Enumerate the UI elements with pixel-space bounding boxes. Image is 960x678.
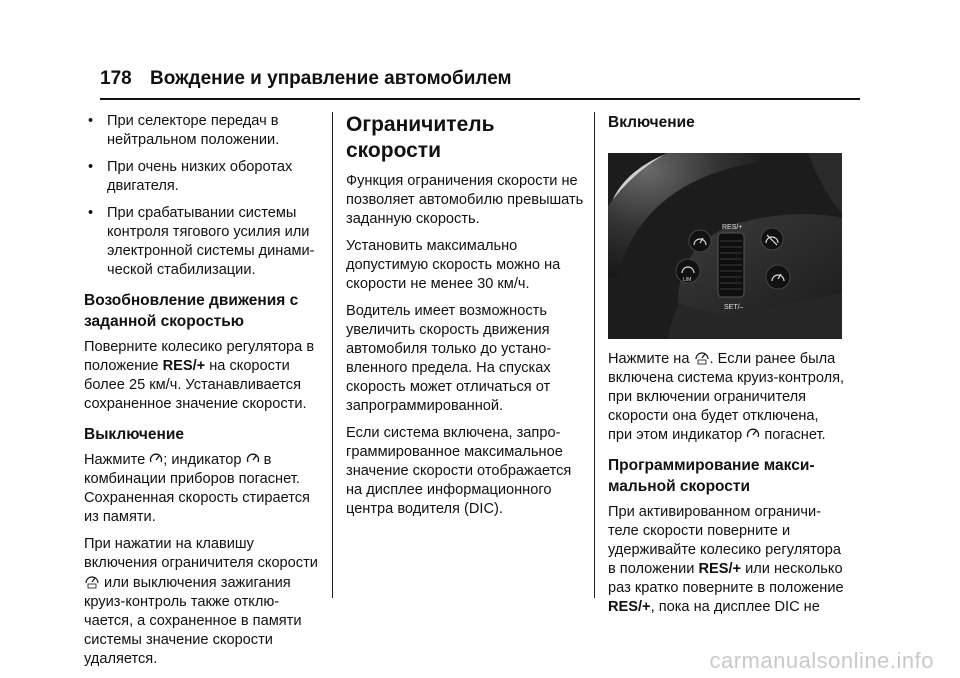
column-divider [332, 112, 333, 598]
speed-limiter-icon [84, 573, 100, 589]
section-heading-off: Выключение [84, 426, 185, 443]
text-line: нейтральном положении. [107, 132, 280, 148]
text-line: Водитель имеет возможность [346, 303, 547, 319]
text-run: . Если ранее была [709, 351, 836, 367]
speed-limiter-icon [694, 349, 710, 365]
text-run: в положении [608, 561, 699, 577]
list-item [84, 112, 324, 150]
text-line: вленного предела. На спусках [346, 360, 551, 376]
text-line: системы значение скорости [84, 632, 273, 648]
text-line: Если система включена, запро- [346, 425, 561, 441]
text-line: Сохраненная скорость стирается [84, 490, 310, 506]
cruise-indicator-icon [746, 427, 760, 441]
text-run: или выключения зажигания [100, 575, 291, 591]
text-line: центра водителя (DIC). [346, 501, 503, 517]
paragraph [346, 424, 586, 519]
text-line: Возобновление движения с [84, 292, 299, 309]
text-line: более 25 км/ч. Устанавливается [84, 377, 301, 393]
text-line: скорости не менее 30 км/ч. [346, 276, 530, 292]
text-line: При селекторе передач в [107, 113, 279, 129]
paragraph [84, 451, 324, 527]
res-label: RES/+ [698, 561, 742, 577]
text-line: включения ограничителя скорости [84, 555, 318, 571]
page-header [100, 68, 860, 98]
text-line: удерживайте колесико регулятора [608, 542, 841, 558]
text-line [608, 598, 848, 617]
paragraph [346, 172, 586, 229]
text-line: При нажатии на клавишу [84, 536, 254, 552]
text-line: чается, а сохраненное в памяти [84, 613, 302, 629]
text-line: Поверните колесико регулятора в [84, 339, 315, 355]
res-label: RES/+ [608, 599, 651, 615]
text-line: позволяет автомобилю превышать [346, 192, 584, 208]
text-line: Функция ограничения скорости не [346, 173, 578, 189]
text-line: граммированное максимальное [346, 444, 563, 460]
watermark: carmanualsonline.info [709, 648, 934, 673]
text-line: на дисплее информационного [346, 482, 552, 498]
text-line: скорости она будет отключена, [608, 408, 819, 424]
text-line: значение скорости отображается [346, 463, 572, 479]
section-heading-enable: Включение [608, 114, 695, 131]
text-line: комбинации приборов погаснет. [84, 471, 300, 487]
text-run: или несколько [741, 561, 843, 577]
text-line: заданную скорость. [346, 211, 480, 227]
text-line: удаляется. [84, 651, 158, 667]
text-run: ; индикатор [163, 452, 246, 468]
text-line: скорость может отличаться от [346, 379, 551, 395]
text-line: допустимую скорость можно на [346, 257, 561, 273]
column-1 [84, 112, 324, 677]
text-line [608, 349, 848, 369]
page-title: Вождение и управление автомобилем [150, 68, 512, 89]
text-line: контроля тягового усилия или [107, 224, 310, 240]
text-line [608, 426, 848, 445]
res-label-on-wheel: RES/+ [722, 224, 743, 231]
lim-label-on-wheel: LIM [683, 277, 692, 283]
list-item [84, 158, 324, 196]
text-run: , пока на дисплее DIC не [650, 599, 820, 615]
section-heading-limiter: Ограничитель скорости [346, 113, 495, 162]
res-label: RES/+ [162, 358, 206, 374]
text-line [84, 451, 324, 470]
steering-wheel-illustration [608, 153, 842, 339]
column-3 [608, 112, 848, 625]
text-run: в [259, 452, 272, 468]
bullet-glyph: • [88, 113, 94, 129]
text-line: увеличить скорость движения [346, 322, 550, 338]
steering-wheel-photo [608, 153, 842, 339]
text-line: сохраненное значение скорости. [84, 396, 307, 412]
text-line: Установить максимально [346, 238, 518, 254]
paragraph [346, 302, 586, 416]
text-line [84, 573, 324, 593]
bullet-glyph: • [88, 205, 94, 221]
text-line: круиз-контроль также отклю- [84, 594, 280, 610]
text-run: Нажмите на [608, 351, 694, 367]
bullet-glyph: • [88, 159, 94, 175]
text-line: из памяти. [84, 509, 156, 525]
text-line: При активированном ограничи- [608, 504, 821, 520]
text-line: раз кратко поверните в положение [608, 580, 844, 596]
paragraph [84, 535, 324, 669]
column-divider [594, 112, 595, 598]
text-line: автомобиля только до устано- [346, 341, 552, 357]
text-line: включена система круиз-контроля, [608, 370, 845, 386]
list-item [84, 204, 324, 280]
text-run: погаснет. [760, 427, 826, 443]
paragraph [608, 503, 848, 617]
text-line [84, 357, 324, 376]
text-line: электронной системы динами- [107, 243, 315, 259]
header-rule [100, 98, 860, 100]
column-2 [346, 112, 586, 527]
text-line [608, 560, 848, 579]
text-line: Программирование макси- [608, 457, 815, 474]
text-line: ческой стабилизации. [107, 262, 256, 278]
cruise-indicator-icon [246, 452, 260, 466]
section-heading-programming [608, 455, 848, 497]
text-line: двигателя. [107, 178, 179, 194]
text-line: мальной скорости [608, 478, 751, 495]
paragraph [608, 349, 848, 445]
section-heading-resume [84, 290, 324, 332]
text-run: на скорости [205, 358, 290, 374]
text-line: теле скорости поверните и [608, 523, 791, 539]
text-run: при этом индикатор [608, 427, 747, 443]
text-line: запрограммированной. [346, 398, 504, 414]
text-line: При срабатывании системы [107, 205, 297, 221]
text-line: При очень низких оборотах [107, 159, 293, 175]
text-run: положение [84, 358, 163, 374]
text-line: при включении ограничителя [608, 389, 807, 405]
set-label-on-wheel: SET/– [724, 304, 744, 311]
cruise-control-icon [149, 452, 163, 466]
text-line: заданной скоростью [84, 313, 244, 330]
paragraph [84, 338, 324, 414]
text-run: Нажмите [84, 452, 150, 468]
paragraph [346, 237, 586, 294]
page-number: 178 [100, 68, 132, 89]
